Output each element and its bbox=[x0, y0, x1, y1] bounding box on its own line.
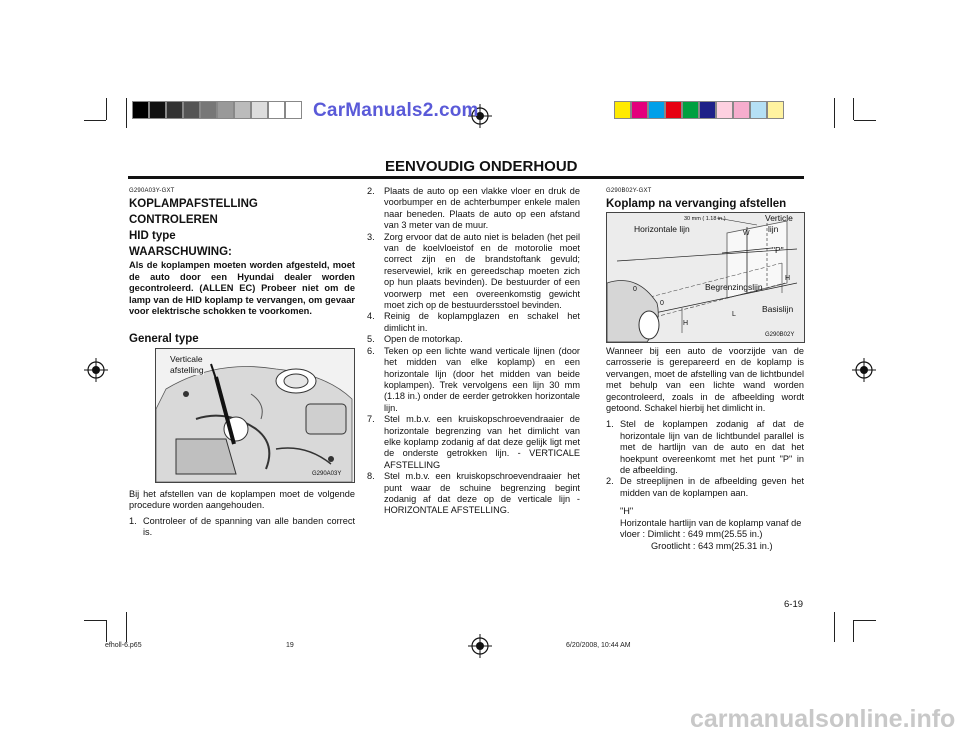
h-value-high-beam: Grootlicht : 643 mm(25.31 in.) bbox=[651, 540, 773, 551]
heading-line: WAARSCHUWING: bbox=[129, 246, 232, 258]
column-3 bbox=[606, 188, 804, 212]
crop-mark bbox=[853, 98, 854, 120]
crop-mark bbox=[126, 98, 127, 128]
list-item bbox=[367, 346, 580, 414]
crop-mark bbox=[853, 620, 854, 642]
list-number: 8. bbox=[367, 471, 375, 482]
base-line-label: Basislijn bbox=[762, 304, 794, 314]
crop-mark bbox=[854, 120, 876, 121]
w-label: W bbox=[743, 230, 750, 237]
list-item bbox=[367, 414, 580, 471]
list-text: Stel m.b.v. een kruiskopschroevendraaier het punt waar de schuine begrenzing begint zodanig af dat deze op de verticale lijn - HORIZONTALE AFSTELLING. bbox=[384, 471, 580, 516]
list-item bbox=[367, 186, 580, 232]
crop-mark bbox=[834, 98, 835, 128]
list-number: 6. bbox=[367, 345, 375, 356]
footer-date: 6/20/2008, 10:44 AM bbox=[566, 642, 631, 649]
list-number: 3. bbox=[367, 231, 375, 242]
section-code: G290A03Y-GXT bbox=[129, 188, 175, 194]
h-title: "H" bbox=[620, 506, 634, 517]
list-text: Stel de koplampen zodanig af dat de horizontale lijn van de lichtbundel parallel is met de hartlijn van de auto en dat het hoekpunt overeenkomt met het punt "P" in de afbeelding. bbox=[620, 419, 804, 476]
section-code: G290B02Y-GXT bbox=[606, 188, 652, 194]
page-number: 6-19 bbox=[784, 599, 804, 610]
color-calibration-strip bbox=[614, 101, 784, 119]
crop-mark bbox=[834, 612, 835, 642]
limit-line-label: Begrenzingslijn bbox=[705, 282, 763, 292]
list-number: 2. bbox=[606, 476, 614, 487]
l-label: L bbox=[732, 311, 736, 318]
crop-mark bbox=[106, 620, 107, 642]
h2-label: H bbox=[683, 320, 689, 327]
section-heading: Koplamp na vervanging afstellen bbox=[606, 198, 787, 210]
list-item bbox=[367, 232, 580, 312]
list-text: Controleer of de spanning van alle banden correct is. bbox=[143, 515, 355, 538]
heading-line: KOPLAMPAFSTELLING bbox=[129, 198, 258, 210]
list-text: De streeplijnen in de afbeelding geven het midden van de koplampen aan. bbox=[620, 476, 804, 498]
registration-mark bbox=[84, 358, 108, 382]
warning-text: Als de koplampen moeten worden afgesteld, moet de auto door een Hyundai dealer worden gecontroleerd. (ALLEN EC) Probeer niet om de lamp van de HID koplamp te vervangen, om gevaar voor elektrische schokken te voorkomen. bbox=[129, 260, 355, 316]
list-item bbox=[606, 419, 804, 476]
list-number: 1. bbox=[129, 515, 137, 526]
h-description: Horizontale hartlijn van de koplamp vanaf de vloer : Dimlicht : 649 mm(25.55 in.) bbox=[620, 517, 802, 540]
header-rule bbox=[128, 176, 804, 179]
crop-mark bbox=[84, 620, 106, 621]
o2-label: 0 bbox=[660, 300, 664, 307]
list-item bbox=[367, 334, 580, 345]
engine-figure bbox=[155, 348, 355, 483]
list-item bbox=[367, 311, 580, 334]
registration-mark bbox=[852, 358, 876, 382]
list-text: Stel m.b.v. een kruiskopschroevendraaier de horizontale begrenzing van het dimlicht van elke koplamp zodanig af dat deze gelijk ligt met de onderste getrokken lijn. - VERTICALE AFSTELLING bbox=[384, 414, 580, 470]
h-label: H bbox=[785, 275, 791, 282]
figure-code: G290B02Y bbox=[765, 332, 795, 338]
list-text: Open de motorkap. bbox=[384, 334, 463, 345]
page-title: EENVOUDIG ONDERHOUD bbox=[385, 158, 578, 175]
list-number: 1. bbox=[606, 419, 614, 430]
watermark-bottom: carmanualsonline.info bbox=[690, 705, 956, 733]
figure-label-adjustment: afstelling bbox=[170, 365, 204, 375]
dimension-label: 30 mm ( 1.18 in.) bbox=[684, 216, 726, 222]
footer-page: 19 bbox=[286, 642, 294, 649]
intro-paragraph: Wanneer bij een auto de voorzijde van de carrosserie is gerepareerd en de koplamp is vervangen, moet de afstelling van de lichtbundel met behulp van een lichte wand worden gecontroleerd, zoals in de afbeelding wordt getoond. Schakel hierbij het dimlicht in. bbox=[606, 346, 804, 414]
vertical-line-label-2: lijn bbox=[768, 224, 779, 234]
o1-label: 0 bbox=[633, 286, 637, 293]
list-text: Plaats de auto op een vlakke vloer en druk de voorbumper en de achterbumper enkele malen naar beneden. Plaats de auto op een afstand van 3 meter van de muur. bbox=[384, 186, 580, 231]
registration-mark bbox=[468, 634, 492, 658]
point-p-label: "P" bbox=[772, 245, 784, 255]
list-number: 5. bbox=[367, 334, 375, 345]
list-item bbox=[367, 471, 580, 517]
column-1 bbox=[129, 188, 355, 345]
aiming-diagram bbox=[606, 212, 805, 343]
list-number: 2. bbox=[367, 186, 375, 196]
column-1-body bbox=[129, 489, 355, 539]
gray-calibration-strip bbox=[132, 101, 302, 119]
column-3-body bbox=[606, 346, 804, 552]
heading-line: CONTROLEREN bbox=[129, 214, 218, 226]
crop-mark bbox=[854, 620, 876, 621]
section-heading: General type bbox=[129, 332, 199, 345]
list-text: Teken op een lichte wand verticale lijnen (door het midden van elke koplamp) en een horizontale lijn (door het midden van beide koplampen). Trek vervolgens een lijn 30 mm (1.18 in.) onder de eerder getrokken horizontale lijn. bbox=[384, 345, 580, 413]
horizontal-line-label: Horizontale lijn bbox=[634, 224, 690, 234]
footer-file: efholl-6.p65 bbox=[105, 642, 142, 649]
list-text: Reinig de koplampglazen en schakel het dimlicht in. bbox=[384, 311, 580, 333]
figure-code: G290A03Y bbox=[312, 471, 342, 477]
figure-label-vertical: Verticale bbox=[170, 354, 203, 364]
watermark-top: CarManuals2.com bbox=[313, 100, 479, 121]
vertical-line-label-1: Verticle bbox=[765, 213, 793, 223]
list-number: 4. bbox=[367, 311, 375, 322]
crop-mark bbox=[106, 98, 107, 120]
list-number: 7. bbox=[367, 414, 375, 425]
heading-line: HID type bbox=[129, 230, 176, 242]
intro-paragraph: Bij het afstellen van de koplampen moet de volgende procedure worden aangehouden. bbox=[129, 489, 355, 511]
list-item bbox=[129, 516, 355, 539]
column-2 bbox=[367, 186, 580, 517]
crop-mark bbox=[84, 120, 106, 121]
list-text: Zorg ervoor dat de auto niet is beladen (het peil van de koelvloeistof en de motorolie moet correct zijn en de brandstoftank gevuld; reservewiel, krik en gereedschap moeten zich op hun plaats bevinden). De bestuurder of een voorwerp met een overeenkomstig gewicht moet zich op de bestuurdersstoel bevinden. bbox=[384, 231, 580, 311]
crop-mark bbox=[126, 612, 127, 642]
list-item bbox=[606, 476, 804, 499]
